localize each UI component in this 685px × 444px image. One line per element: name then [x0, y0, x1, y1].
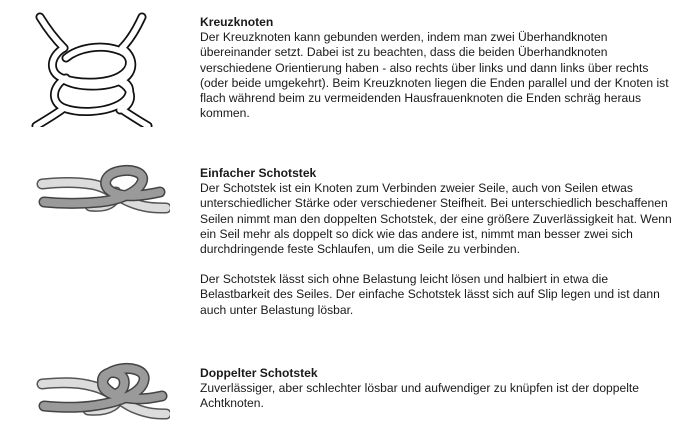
- knot-text-kreuzknoten: [200, 15, 676, 121]
- knot-description: Der Kreuzknoten kann gebunden werden, indem man zwei Überhandknoten übereinander setzt. Dabei ist zu beachten, dass die beiden Überhandknoten verschiedene Orientierung haben - also rechts über links und dann links über rechts (oder beide umgekehrt). Beim Kreuzknoten liegen die Enden parallel und der Knoten ist flach während beim zu vermeidenden Hausfrauenknoten die Enden schräg heraus kommen.: [200, 30, 669, 121]
- sheet-bend-icon: [20, 162, 170, 224]
- reef-knot-icon: [20, 12, 160, 127]
- knot-title: Einfacher Schotstek: [200, 166, 317, 180]
- knot-description: Der Schotstek ist ein Knoten zum Verbinden zweier Seile, auch von Seilen etwas unterschiedlicher Stärke oder verschiedener Steifheit. Bei unterschiedlich beschaffenen Seilen nimmt man den doppelten Schotstek, der eine größere Zuverlässigkeit hat. Wenn ein Seil mehr als doppelt so dick wie das andere ist, nimmt man besser zwei sich durchdringende feste Schlaufen, um die Seile zu verbinden.: [200, 181, 672, 257]
- knot-description: Zuverlässiger, aber schlechter lösbar und aufwendiger zu knüpfen ist der doppelte Achtknoten.: [200, 381, 639, 411]
- knot-title: Doppelter Schotstek: [200, 366, 318, 380]
- knot-description: Der Schotstek lässt sich ohne Belastung leicht lösen und halbiert in etwa die Belastbarkeit des Seiles. Der einfache Schotstek lässt sich auf Slip legen und ist dann auch unter Belastung lösbar.: [200, 272, 660, 317]
- knot-text-doppelter-schotstek: [200, 366, 676, 412]
- knot-title: Kreuzknoten: [200, 15, 274, 29]
- knot-text-einfacher-schotstek: [200, 166, 676, 318]
- double-sheet-bend-icon: [20, 362, 170, 430]
